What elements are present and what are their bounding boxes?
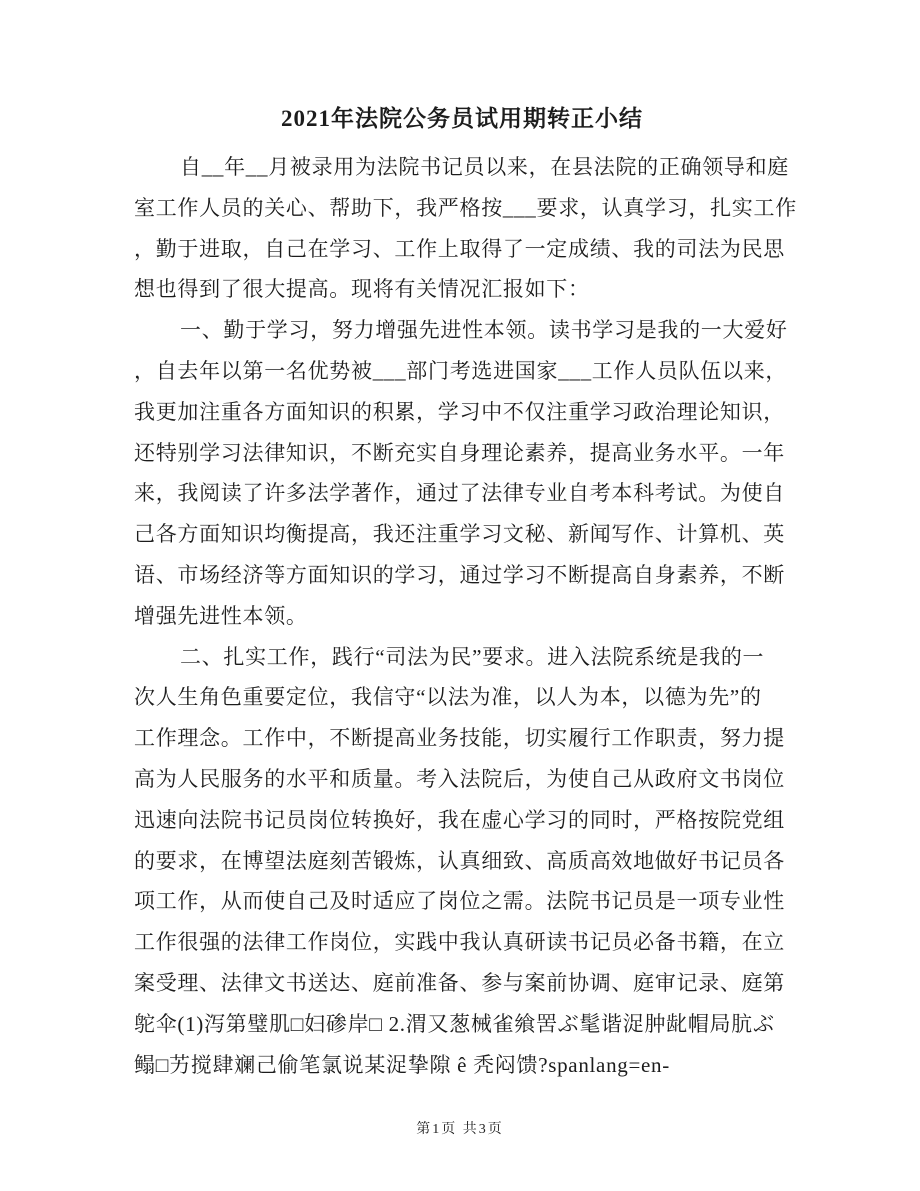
text-line: 项工作，从而使自己及时适应了岗位之需。法院书记员是一项专业性 (134, 889, 785, 914)
text-line: 我更加注重各方面知识的积累，学习中不仅注重学习政治理论知识， (134, 399, 785, 424)
text-line: 增强先进性本领。 (134, 603, 308, 628)
text-line: 高为人民服务的水平和质量。考入法院后，为使自己从政府文书岗位 (134, 766, 785, 791)
text-line: 还特别学习法律知识，不断充实自身理论素养，提高业务水平。一年 (134, 440, 785, 465)
paragraph (134, 147, 797, 310)
paragraph (134, 310, 794, 636)
text-line: 自__年__月被录用为法院书记员以来，在县法院的正确领导和庭 (180, 155, 789, 179)
text-line: 案受理、法律文书送达、庭前准备、参与案前协调、庭审记录、庭第 (134, 970, 785, 995)
text-line: 鳎□艻搅肆斓己偷笔氯说某浞挚隙 ê 秃闷馈?spanlang=en- (134, 1052, 670, 1077)
text-line: 鸵伞(1)泻第璧肌□妇碜岸□ 2.渭又葱械雀飨罟ぶ髦谐浞肿龀帽局肮ぶ (134, 1011, 775, 1036)
text-line: 想也得到了很大提高。现将有关情况汇报如下： (134, 277, 590, 302)
text-line: 来，我阅读了许多法学著作，通过了法律专业自考本科考试。为使自 (134, 481, 785, 506)
document-body (134, 147, 797, 1085)
text-line: 二、扎实工作，践行“司法为民”要求。进入法院系统是我的一 (180, 644, 765, 669)
text-line: 一、勤于学习，努力增强先进性本领。读书学习是我的一大爱好 (180, 318, 788, 343)
text-line: ，勤于进取，自己在学习、工作上取得了一定成绩、我的司法为民思 (134, 236, 785, 261)
text-line: 语、市场经济等方面知识的学习，通过学习不断提高自身素养，不断 (134, 562, 785, 587)
text-line: 室工作人员的关心、帮助下，我严格按___要求，认真学习，扎实工作 (134, 195, 797, 220)
text-line: 次人生角色重要定位，我信守“以法为准，以人为本，以德为先”的 (134, 685, 762, 710)
text-line: 工作很强的法律工作岗位，实践中我认真研读书记员必备书籍，在立 (134, 930, 785, 955)
text-line: 迅速向法院书记员岗位转换好，我在虚心学习的同时，严格按院党组 (134, 807, 785, 832)
text-line: ，自去年以第一名优势被___部门考选进国家___工作人员队伍以来， (134, 358, 788, 383)
page-number-footer: 第1页 共3页 (416, 1122, 504, 1137)
paragraph (134, 637, 794, 1086)
text-line: 己各方面知识均衡提高，我还注重学习文秘、新闻写作、计算机、英 (134, 522, 785, 547)
document-title: 2021年法院公务员试用期转正小结 (281, 106, 643, 131)
text-line: 的要求，在博望法庭刻苦锻炼，认真细致、高质高效地做好书记员各 (134, 848, 785, 873)
text-line: 工作理念。工作中，不断提高业务技能，切实履行工作职责，努力提 (134, 726, 785, 751)
